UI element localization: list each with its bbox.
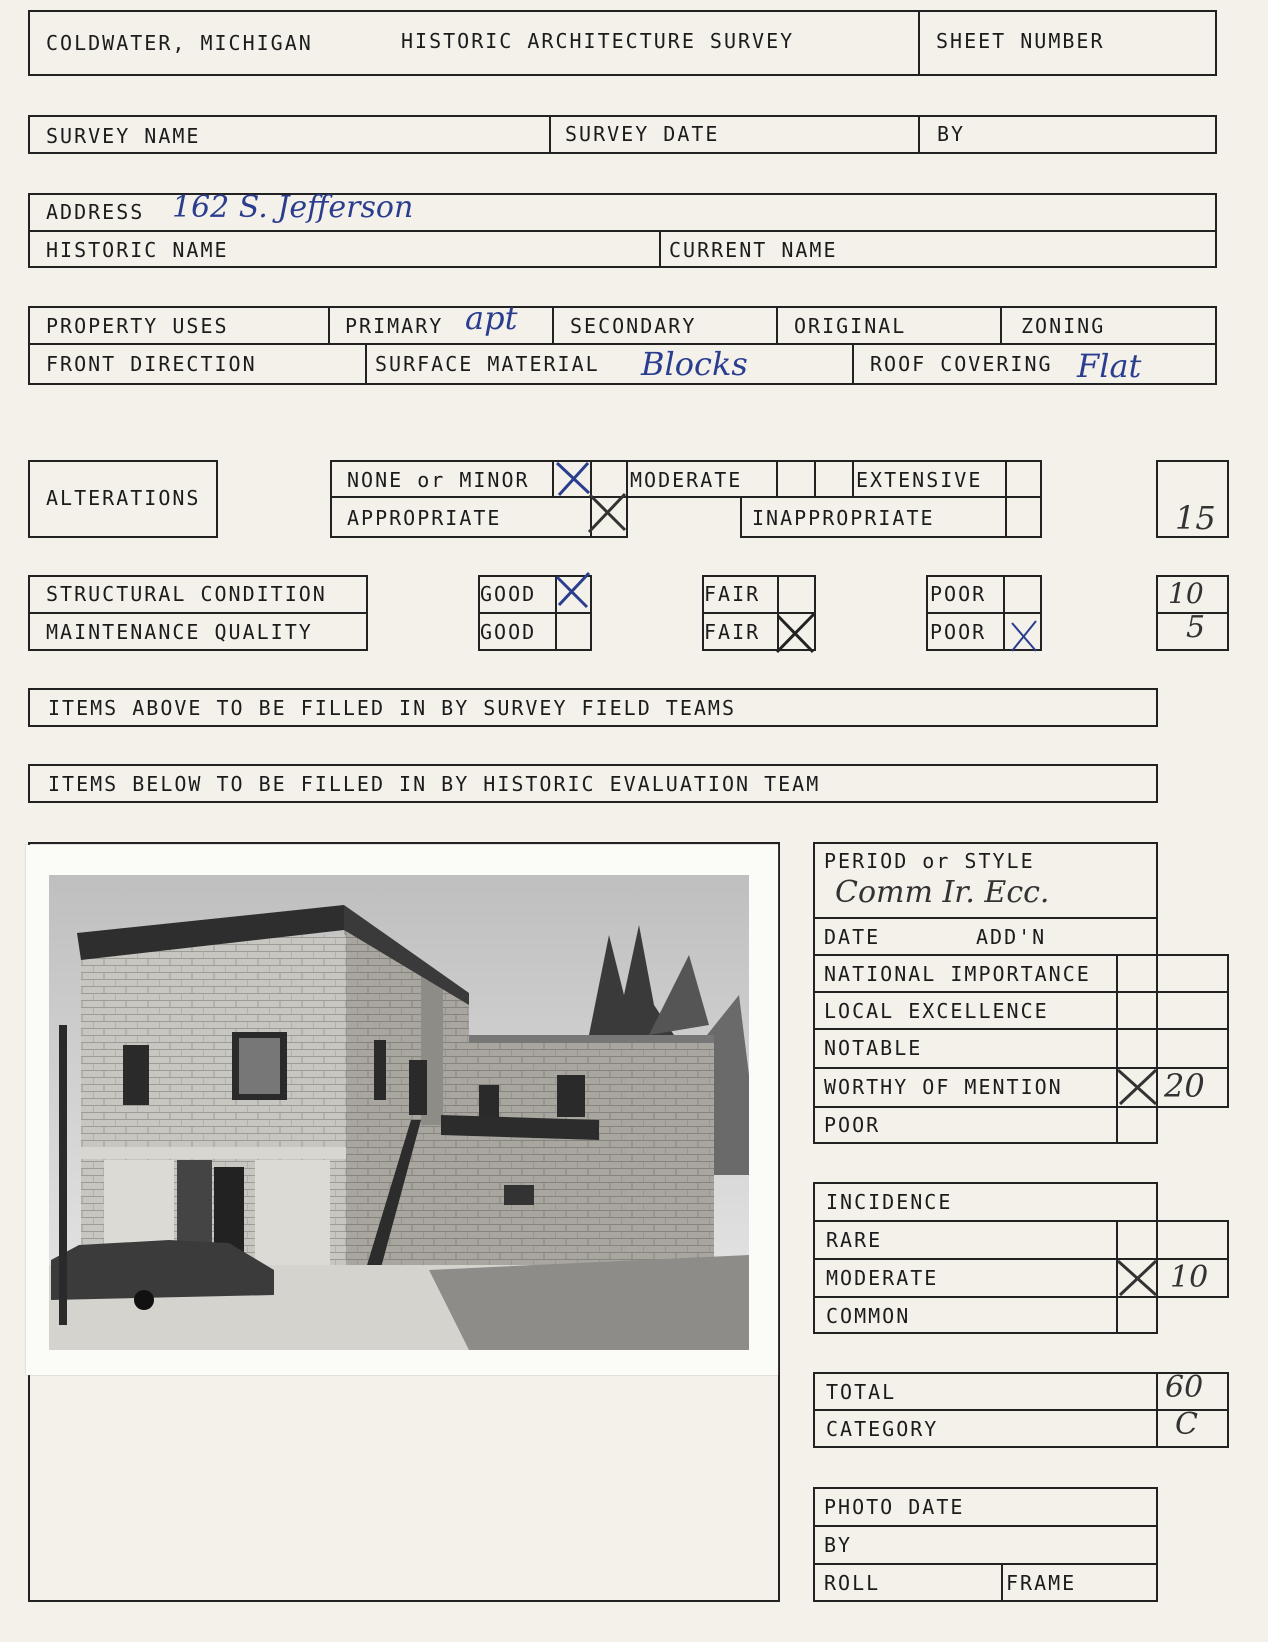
survey-by-label: BY bbox=[937, 122, 966, 146]
poor-line bbox=[926, 612, 1042, 614]
maintenance-score: 5 bbox=[1186, 610, 1206, 645]
period-style-value: Comm Ir. Ecc. bbox=[835, 875, 1050, 910]
eval-poor-label: POOR bbox=[824, 1113, 881, 1137]
condition-label-line bbox=[28, 612, 368, 614]
sheet-number-label: SHEET NUMBER bbox=[936, 29, 1105, 53]
prop-div-4 bbox=[1000, 306, 1002, 343]
prop-div-3 bbox=[776, 306, 778, 343]
fair-label-1: FAIR bbox=[704, 582, 761, 606]
extensive-label: EXTENSIVE bbox=[856, 468, 983, 492]
common-label: COMMON bbox=[826, 1304, 911, 1328]
survey-date-label: SURVEY DATE bbox=[565, 122, 720, 146]
frame-label: FRAME bbox=[1006, 1571, 1077, 1595]
address-divider bbox=[659, 230, 661, 268]
survey-name-label: SURVEY NAME bbox=[46, 124, 201, 148]
total-label: TOTAL bbox=[826, 1380, 897, 1404]
prop-div-6 bbox=[852, 343, 854, 385]
eval-line-3 bbox=[813, 991, 1229, 993]
eval-line-6 bbox=[813, 1106, 1229, 1108]
survey-divider-1 bbox=[549, 115, 551, 154]
prop-div-2 bbox=[552, 306, 554, 343]
inappropriate-label: INAPPROPRIATE bbox=[752, 506, 935, 530]
alt-div-5 bbox=[814, 460, 816, 498]
poor-label-2: POOR bbox=[930, 620, 987, 644]
primary-label: PRIMARY bbox=[345, 314, 444, 338]
inc-div-2 bbox=[1227, 1220, 1229, 1296]
header-divider bbox=[918, 10, 920, 76]
inc-line-3 bbox=[813, 1296, 1229, 1298]
poor-label-1: POOR bbox=[930, 582, 987, 606]
incidence-score: 10 bbox=[1170, 1260, 1209, 1295]
structural-condition-label: STRUCTURAL CONDITION bbox=[46, 582, 327, 606]
prop-div-5 bbox=[365, 343, 367, 385]
maintenance-quality-label: MAINTENANCE QUALITY bbox=[46, 620, 313, 644]
x-mark-icon bbox=[1004, 615, 1044, 655]
incidence-moderate-label: MODERATE bbox=[826, 1266, 939, 1290]
secondary-label: SECONDARY bbox=[570, 314, 697, 338]
worthy-of-mention-label: WORTHY OF MENTION bbox=[824, 1075, 1063, 1099]
good-line bbox=[478, 612, 592, 614]
rare-label: RARE bbox=[826, 1228, 883, 1252]
x-mark-icon bbox=[773, 610, 819, 656]
header-location: COLDWATER, MICHIGAN bbox=[46, 31, 313, 55]
photo-div bbox=[1001, 1563, 1003, 1602]
surface-material-value: Blocks bbox=[641, 345, 748, 383]
category-value: C bbox=[1175, 1407, 1198, 1442]
original-label: ORIGINAL bbox=[794, 314, 907, 338]
good-label-2: GOOD bbox=[480, 620, 537, 644]
total-value: 60 bbox=[1165, 1370, 1204, 1405]
appropriate-label: APPROPRIATE bbox=[347, 506, 502, 530]
inc-line-2 bbox=[813, 1258, 1229, 1260]
alterations-score: 15 bbox=[1175, 499, 1216, 537]
structural-score: 10 bbox=[1168, 577, 1204, 610]
totals-line bbox=[813, 1409, 1229, 1411]
evaluation-team-note: ITEMS BELOW TO BE FILLED IN BY HISTORIC EVALUATION TEAM bbox=[48, 772, 821, 796]
x-mark-icon bbox=[585, 490, 631, 536]
eval-line-1 bbox=[813, 917, 1158, 919]
historic-name-label: HISTORIC NAME bbox=[46, 238, 229, 262]
none-minor-label: NONE or MINOR bbox=[347, 468, 530, 492]
roll-label: ROLL bbox=[824, 1571, 881, 1595]
address-value: 162 S. Jefferson bbox=[172, 190, 414, 225]
current-name-label: CURRENT NAME bbox=[669, 238, 838, 262]
moderate-label: MODERATE bbox=[630, 468, 743, 492]
field-teams-note: ITEMS ABOVE TO BE FILLED IN BY SURVEY FIELD TEAMS bbox=[48, 696, 737, 720]
surface-material-label: SURFACE MATERIAL bbox=[375, 352, 600, 376]
inc-line-1 bbox=[813, 1220, 1229, 1222]
front-direction-label: FRONT DIRECTION bbox=[46, 352, 257, 376]
good-label-1: GOOD bbox=[480, 582, 537, 606]
date-label: DATE bbox=[824, 925, 881, 949]
x-mark-icon bbox=[1114, 1257, 1162, 1299]
photo-date-label: PHOTO DATE bbox=[824, 1495, 965, 1519]
totals-div bbox=[1156, 1372, 1158, 1448]
worthy-score: 20 bbox=[1164, 1067, 1205, 1105]
eval-line-2 bbox=[813, 954, 1229, 956]
photo-line-1 bbox=[813, 1525, 1158, 1527]
category-label: CATEGORY bbox=[826, 1417, 939, 1441]
x-mark-icon bbox=[1114, 1066, 1162, 1108]
local-excellence-label: LOCAL EXCELLENCE bbox=[824, 999, 1049, 1023]
period-style-label: PERIOD or STYLE bbox=[824, 849, 1035, 873]
address-row-line bbox=[28, 230, 1217, 232]
x-mark-icon bbox=[553, 571, 593, 611]
eval-div-2 bbox=[1227, 954, 1229, 1106]
eval-div-1 bbox=[1116, 954, 1118, 1144]
address-label: ADDRESS bbox=[46, 200, 145, 224]
alt-div-6 bbox=[852, 460, 854, 498]
photo-line-2 bbox=[813, 1563, 1158, 1565]
property-uses-label: PROPERTY USES bbox=[46, 314, 229, 338]
eval-line-4 bbox=[813, 1028, 1229, 1030]
header-title: HISTORIC ARCHITECTURE SURVEY bbox=[401, 29, 795, 53]
fair-label-2: FAIR bbox=[704, 620, 761, 644]
notable-label: NOTABLE bbox=[824, 1036, 923, 1060]
addn-label: ADD'N bbox=[976, 925, 1047, 949]
photo-by-label: BY bbox=[824, 1533, 853, 1557]
incidence-label: INCIDENCE bbox=[826, 1190, 953, 1214]
prop-div-1 bbox=[328, 306, 330, 343]
photo-mount bbox=[26, 845, 778, 1375]
roof-covering-label: ROOF COVERING bbox=[870, 352, 1053, 376]
alterations-label: ALTERATIONS bbox=[46, 486, 201, 510]
property-row-line bbox=[28, 343, 1217, 345]
primary-value: apt bbox=[465, 299, 518, 337]
alt-div-4 bbox=[776, 460, 778, 498]
national-importance-label: NATIONAL IMPORTANCE bbox=[824, 962, 1091, 986]
survey-divider-2 bbox=[918, 115, 920, 154]
roof-covering-value: Flat bbox=[1077, 347, 1142, 385]
building-photo bbox=[49, 875, 749, 1350]
zoning-label: ZONING bbox=[1021, 314, 1106, 338]
